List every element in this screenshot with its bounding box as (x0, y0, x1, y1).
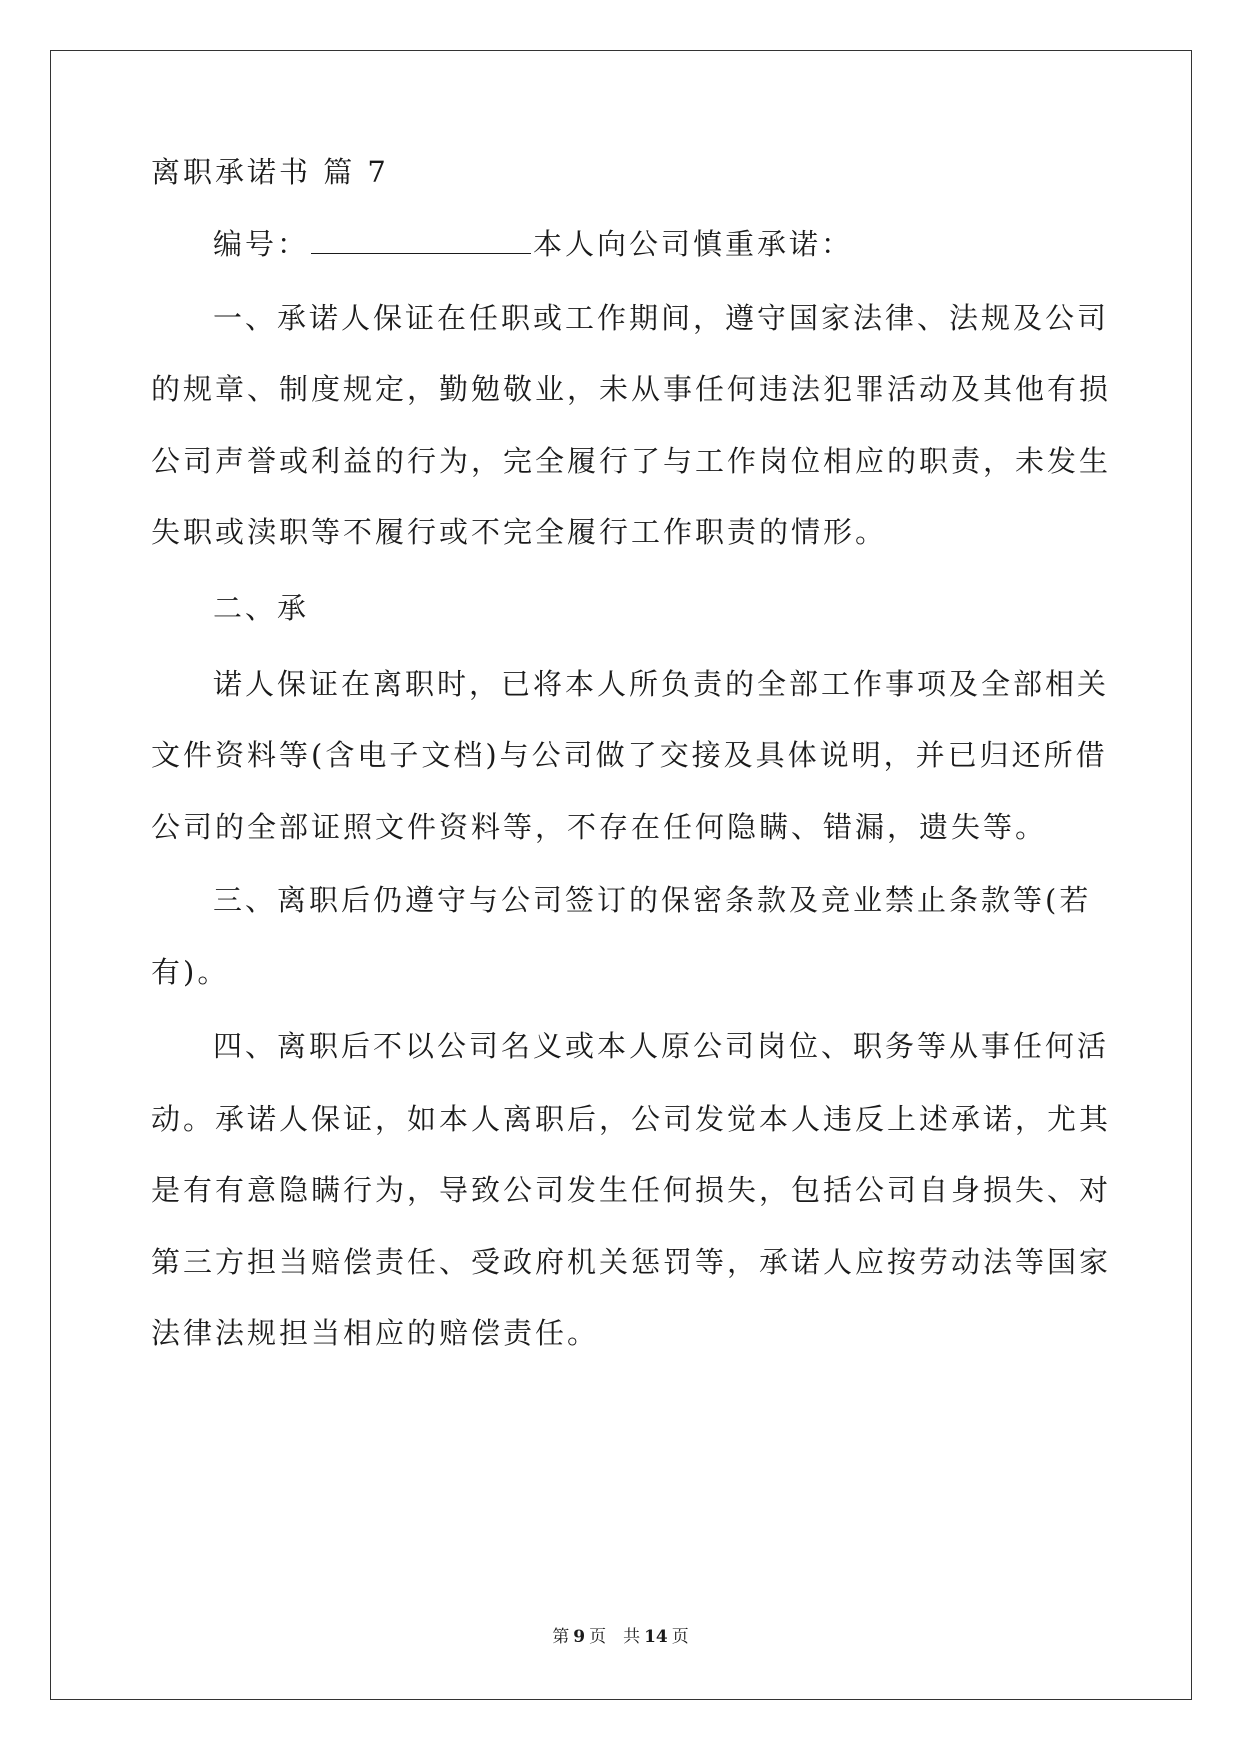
paragraph-line: 失职或渎职等不履行或不完全履行工作职责的情形。 (151, 515, 888, 549)
paragraph-line: 第三方担当赔偿责任、受政府机关惩罚等，承诺人应按劳动法等国家 (151, 1245, 1112, 1279)
paragraph-line: 是有有意隐瞒行为，导致公司发生任何损失，包括公司自身损失、对 (151, 1173, 1112, 1207)
number-line (213, 224, 853, 264)
page-prefix: 第 (552, 1627, 570, 1647)
paragraph-line: 一、承诺人保证在任职或工作期间，遵守国家法律、法规及公司 (213, 301, 1110, 335)
paragraph-line: 动。承诺人保证，如本人离职后，公司发觉本人违反上述承诺，尤其 (151, 1102, 1112, 1136)
total-pages: 14 (644, 1627, 668, 1647)
paragraph-line: 的规章、制度规定，勤勉敬业，未从事任何违法犯罪活动及其他有损 (151, 372, 1112, 406)
page-footer (0, 1622, 1241, 1647)
number-blank (311, 227, 531, 254)
paragraph-line: 公司的全部证照文件资料等，不存在任何隐瞒、错漏，遗失等。 (151, 810, 1048, 844)
page-number: 9 (573, 1627, 586, 1647)
document-title: 离职承诺书 篇 7 (151, 155, 389, 189)
paragraph-line: 二、承 (213, 591, 310, 625)
page-suffix: 页 (671, 1627, 689, 1647)
page-mid: 页 共 (589, 1627, 641, 1647)
paragraph-line: 公司声誉或利益的行为，完全履行了与工作岗位相应的职责，未发生 (151, 444, 1112, 478)
paragraph-line: 诺人保证在离职时，已将本人所负责的全部工作事项及全部相关 (213, 667, 1110, 701)
paragraph-line: 三、离职后仍遵守与公司签订的保密条款及竞业禁止条款等(若 (213, 883, 1092, 917)
number-label: 编号： (213, 227, 310, 261)
paragraph-line: 四、离职后不以公司名义或本人原公司岗位、职务等从事任何活 (213, 1029, 1110, 1063)
paragraph-line: 有)。 (151, 955, 230, 989)
number-suffix: 本人向公司慎重承诺： (533, 227, 854, 261)
paragraph-line: 文件资料等(含电子文档)与公司做了交接及具体说明，并已归还所借 (151, 738, 1108, 772)
paragraph-line: 法律法规担当相应的赔偿责任。 (151, 1316, 600, 1350)
